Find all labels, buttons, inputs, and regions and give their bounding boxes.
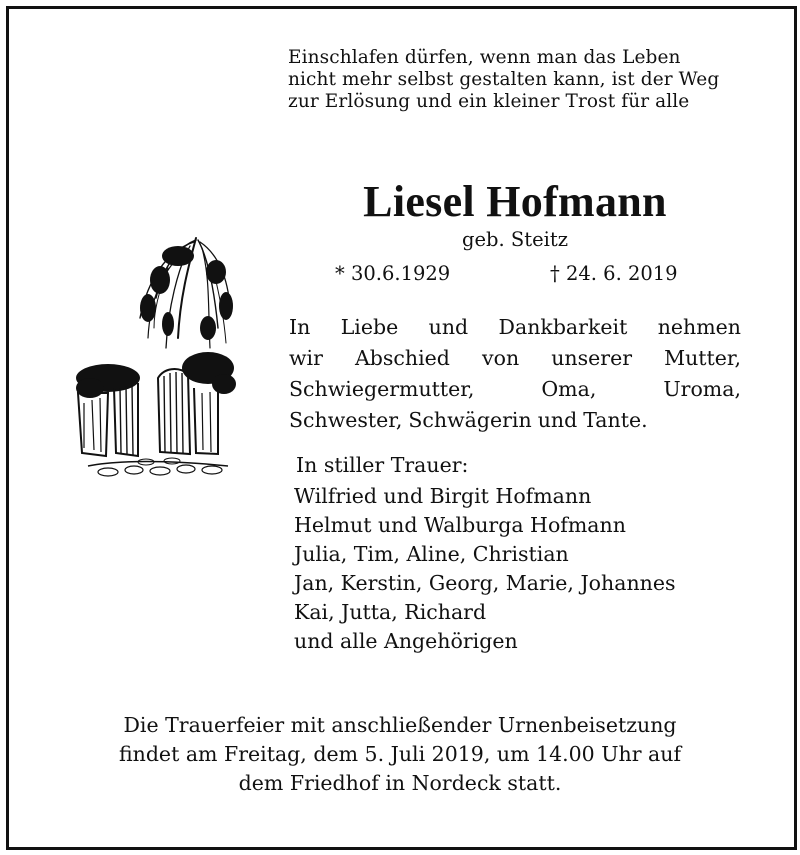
poem-line: Einschlafen dürfen, wenn man das Leben [288,47,681,68]
farewell-text [289,312,741,436]
word: Schwägerin [408,408,532,432]
poem-line: nicht mehr selbst gestalten kann, ist der Weg [288,69,720,90]
word: Dankbarkeit [498,315,628,339]
farewell-line-1 [289,312,741,343]
word: Schwiegermutter, [289,377,475,401]
word: von [482,346,520,370]
garden-gate-with-willow-icon [68,228,236,483]
funeral-line: Die Trauerfeier mit anschließender Urnenbeisetzung [123,713,677,737]
word: unserer [551,346,633,370]
word: und [428,315,469,339]
word: Uroma, [663,377,741,401]
mourners-heading: In stiller Trauer: [296,453,469,477]
funeral-line: dem Friedhof in Nordeck statt. [238,771,562,795]
word: nehmen [657,315,741,339]
mourner-line: Julia, Tim, Aline, Christian [294,542,569,566]
word: Tante. [583,408,648,432]
mourner-line: und alle Angehörigen [294,629,518,653]
word: wir [289,346,323,370]
farewell-line-3 [289,374,741,405]
funeral-line: findet am Freitag, dem 5. Juli 2019, um 14.00 Uhr auf [118,742,682,766]
mourner-line: Helmut und Walburga Hofmann [294,513,626,537]
birth-date: * 30.6.1929 [335,262,451,285]
deceased-name: Liesel Hofmann [363,177,667,226]
word: Liebe [340,315,399,339]
word: Oma, [541,377,597,401]
death-date: † 24. 6. 2019 [550,262,678,285]
birth-name: geb. Steitz [462,228,568,251]
funeral-details [40,711,760,798]
mourners-list [294,451,676,656]
memorial-poem [288,47,719,113]
word: In [289,315,311,339]
word: und [537,408,578,432]
farewell-line-4 [289,405,741,436]
word: Abschied [354,346,450,370]
mourner-line: Jan, Kerstin, Georg, Marie, Johannes [294,571,676,595]
word: Mutter, [664,346,741,370]
farewell-line-2 [289,343,741,374]
poem-line: zur Erlösung und ein kleiner Trost für alle [288,91,690,112]
mourner-line: Kai, Jutta, Richard [294,600,487,624]
mourner-line: Wilfried und Birgit Hofmann [294,484,592,508]
word: Schwester, [289,408,403,432]
